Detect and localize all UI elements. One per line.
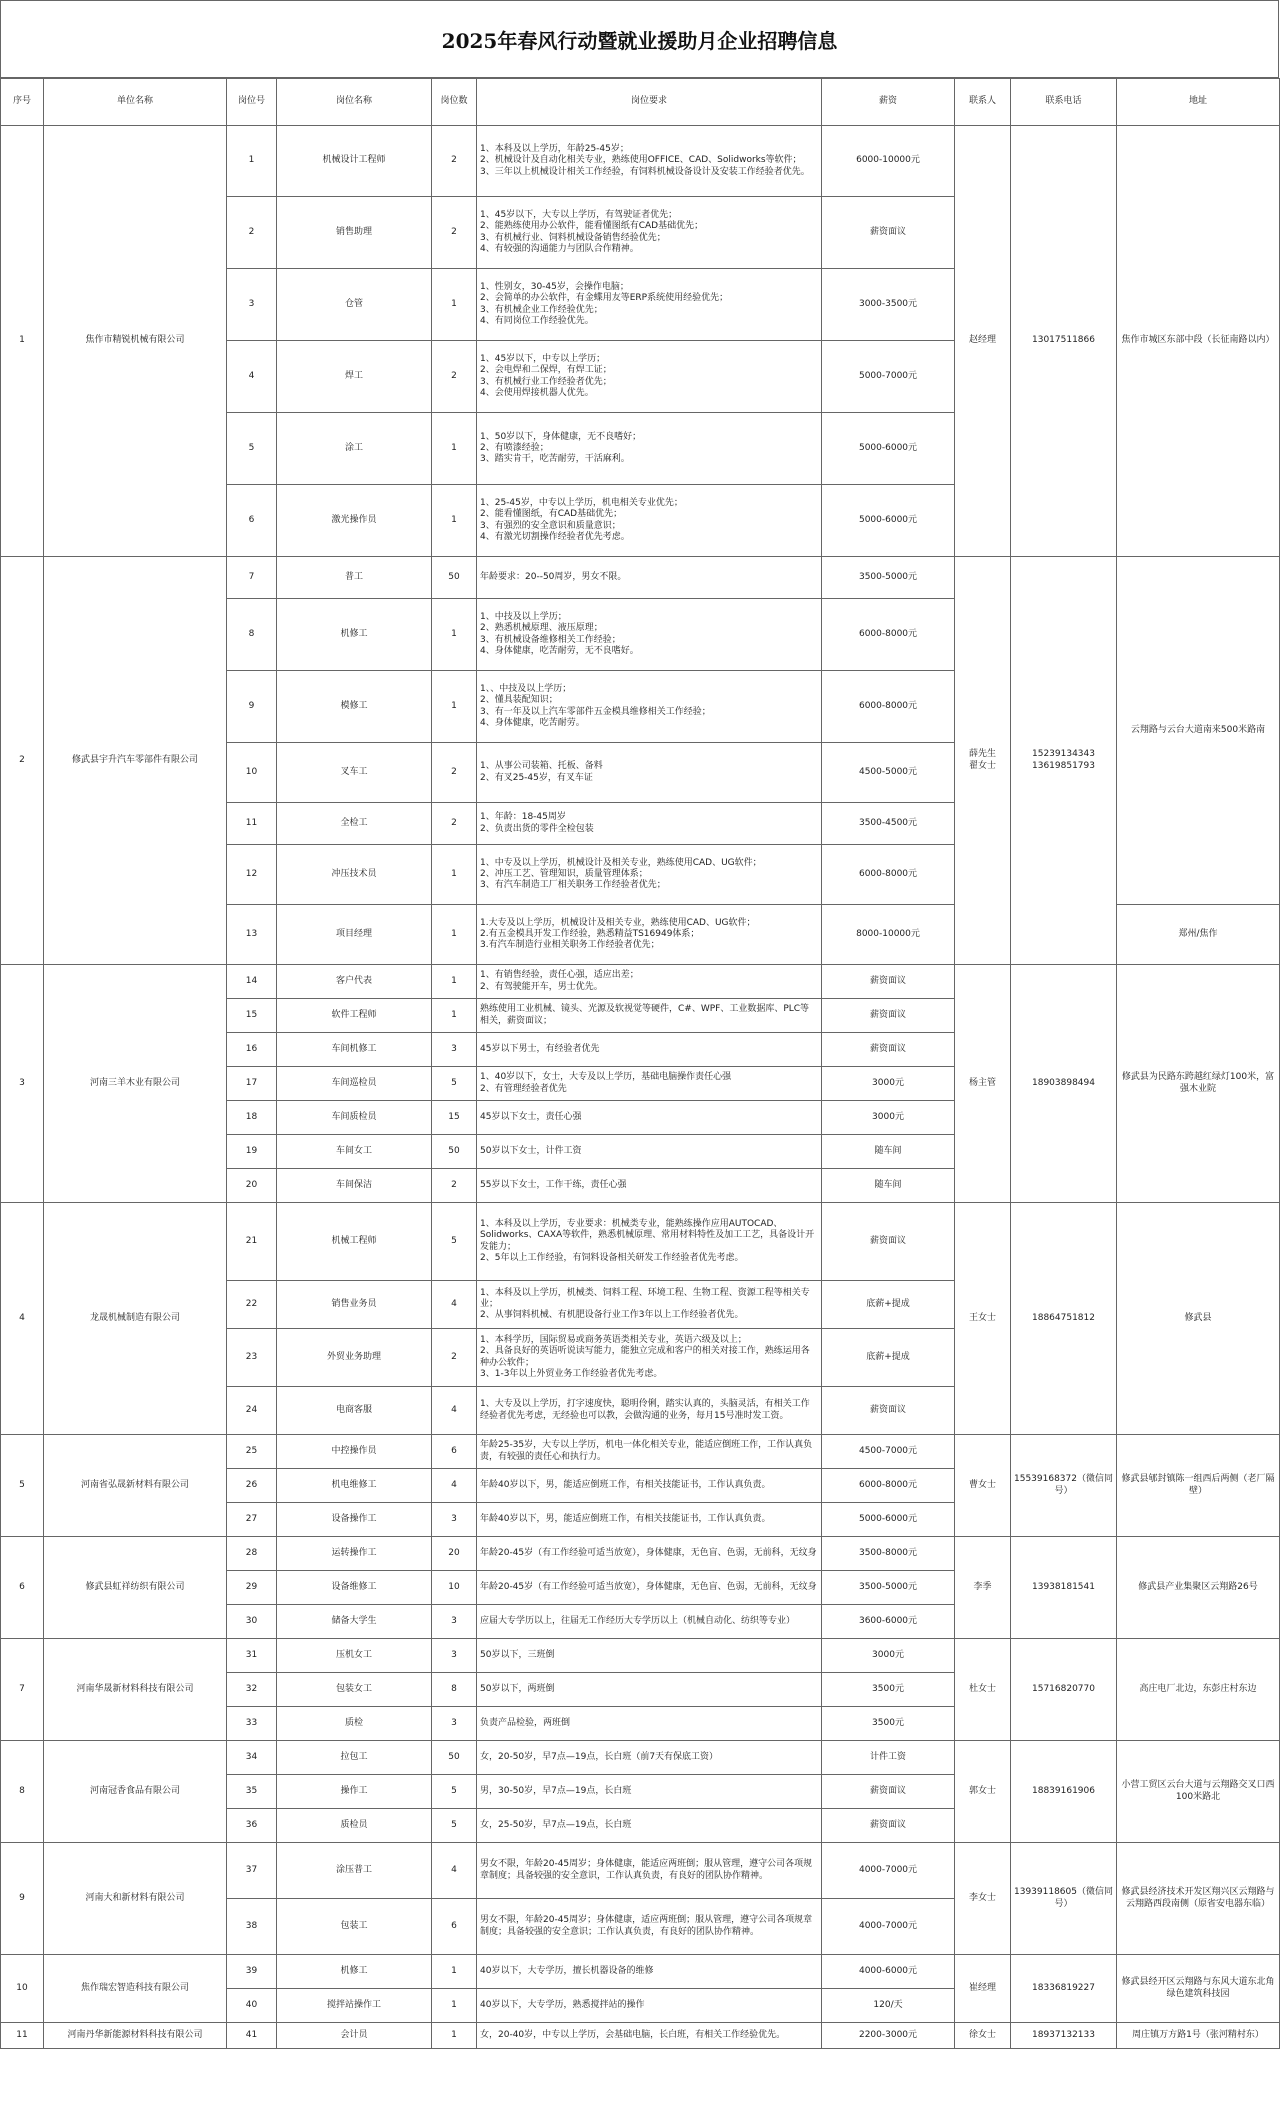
- job-title: 电商客服: [277, 1387, 432, 1435]
- job-title: 销售助理: [277, 197, 432, 269]
- contact-phone: 13017511866: [1011, 126, 1117, 557]
- job-salary: 4000-6000元: [822, 1955, 955, 1989]
- job-id: 5: [227, 413, 277, 485]
- job-count: 1: [432, 965, 477, 999]
- job-id: 16: [227, 1033, 277, 1067]
- page-title: 2025年春风行动暨就业援助月企业招聘信息: [441, 28, 838, 53]
- company-name: 修武县宇升汽车零部件有限公司: [44, 557, 227, 965]
- job-title: 储备大学生: [277, 1605, 432, 1639]
- job-count: 5: [432, 1203, 477, 1281]
- job-requirements: 熟练使用工业机械、镜头、光源及软视觉等硬件，C#、WPF、工业数据库、PLC等相关，薪资面议；: [477, 999, 822, 1033]
- job-salary: 3600-6000元: [822, 1605, 955, 1639]
- job-id: 38: [227, 1899, 277, 1955]
- job-requirements: 40岁以下，大专学历，熟悉搅拌站的操作: [477, 1989, 822, 2023]
- job-title: 焊工: [277, 341, 432, 413]
- job-id: 30: [227, 1605, 277, 1639]
- contact-person: 赵经理: [955, 126, 1011, 557]
- table-row: [1, 965, 1280, 999]
- job-id: 14: [227, 965, 277, 999]
- table-row: [1, 126, 1280, 197]
- contact-person: 曹女士: [955, 1435, 1011, 1537]
- job-count: 20: [432, 1537, 477, 1571]
- company-address: 修武县经开区云翔路与东风大道东北角绿色建筑科技园: [1117, 1955, 1280, 2023]
- job-title: 机械设计工程师: [277, 126, 432, 197]
- job-id: 9: [227, 671, 277, 743]
- contact-person: 崔经理: [955, 1955, 1011, 2023]
- job-id: 27: [227, 1503, 277, 1537]
- job-count: 1: [432, 999, 477, 1033]
- job-title: 操作工: [277, 1775, 432, 1809]
- job-count: 2: [432, 126, 477, 197]
- job-count: 3: [432, 1033, 477, 1067]
- job-salary: 8000-10000元: [822, 905, 955, 965]
- job-count: 1: [432, 905, 477, 965]
- job-requirements: 年龄20-45岁（有工作经验可适当放宽），身体健康，无色盲、色弱，无前科，无纹身: [477, 1537, 822, 1571]
- recruitment-table: [0, 78, 1280, 2049]
- job-salary: 2200-3000元: [822, 2023, 955, 2049]
- job-title: 质检员: [277, 1809, 432, 1843]
- job-title: 机修工: [277, 1955, 432, 1989]
- job-requirements: 年龄40岁以下，男，能适应倒班工作，有相关技能证书，工作认真负责。: [477, 1503, 822, 1537]
- job-requirements: 1、、中技及以上学历； 2、懂具装配知识； 3、有一年及以上汽车零部件五金模具维修相关工作经验； 4、身体健康，吃苦耐劳。: [477, 671, 822, 743]
- job-title: 涂压普工: [277, 1843, 432, 1899]
- company-name: 河南丹华新能源材料科技有限公司: [44, 2023, 227, 2049]
- job-salary: 6000-8000元: [822, 599, 955, 671]
- job-count: 1: [432, 1989, 477, 2023]
- job-title: 外贸业务助理: [277, 1329, 432, 1387]
- company-address: 修武县为民路东跨越红绿灯100米，富强木业院: [1117, 965, 1280, 1203]
- company-address: 修武县经济技术开发区翔兴区云翔路与云翔路西段南侧（原省安电器东临）: [1117, 1843, 1280, 1955]
- contact-phone: 18864751812: [1011, 1203, 1117, 1435]
- job-salary: 4500-5000元: [822, 743, 955, 803]
- job-title: 车间巡检员: [277, 1067, 432, 1101]
- job-salary: 4500-7000元: [822, 1435, 955, 1469]
- table-row: [1, 1537, 1280, 1571]
- job-count: 4: [432, 1469, 477, 1503]
- company-address: 小营工贸区云台大道与云翔路交叉口西100米路北: [1117, 1741, 1280, 1843]
- company-address: 修武县: [1117, 1203, 1280, 1435]
- company-address: 修武县郇封镇陈一组西后两侧（老厂隔壁）: [1117, 1435, 1280, 1537]
- job-requirements: 负责产品检验，两班倒: [477, 1707, 822, 1741]
- job-requirements: 男，30-50岁，早7点—19点，长白班: [477, 1775, 822, 1809]
- job-requirements: 年龄要求：20--50周岁，男女不限。: [477, 557, 822, 599]
- job-count: 6: [432, 1899, 477, 1955]
- job-id: 28: [227, 1537, 277, 1571]
- company-name: 焦作瑞宏智造科技有限公司: [44, 1955, 227, 2023]
- job-requirements: 年龄25-35岁，大专以上学历，机电一体化相关专业，能适应倒班工作，工作认真负责，有较强的责任心和执行力。: [477, 1435, 822, 1469]
- job-requirements: 1、50岁以下，身体健康，无不良嗜好； 2、有喷漆经验； 3、踏实肯干，吃苦耐劳，干活麻利。: [477, 413, 822, 485]
- job-id: 3: [227, 269, 277, 341]
- job-title: 设备操作工: [277, 1503, 432, 1537]
- job-salary: 底薪+提成: [822, 1281, 955, 1329]
- company-number: 3: [1, 965, 44, 1203]
- job-salary: 6000-10000元: [822, 126, 955, 197]
- job-salary: 6000-8000元: [822, 1469, 955, 1503]
- company-name: 河南冠香食品有限公司: [44, 1741, 227, 1843]
- table-row: [1, 1435, 1280, 1469]
- job-requirements: 45岁以下男士，有经验者优先: [477, 1033, 822, 1067]
- job-salary: 底薪+提成: [822, 1329, 955, 1387]
- company-address: 高庄电厂北边，东彭庄村东边: [1117, 1639, 1280, 1741]
- job-salary: 4000-7000元: [822, 1899, 955, 1955]
- job-count: 15: [432, 1101, 477, 1135]
- job-count: 4: [432, 1843, 477, 1899]
- job-count: 3: [432, 1503, 477, 1537]
- job-count: 1: [432, 413, 477, 485]
- job-salary: 薪资面议: [822, 999, 955, 1033]
- job-requirements: 50岁以下，两班倒: [477, 1673, 822, 1707]
- job-count: 1: [432, 1955, 477, 1989]
- job-count: 1: [432, 2023, 477, 2049]
- job-salary: 薪资面议: [822, 965, 955, 999]
- contact-phone: 18937132133: [1011, 2023, 1117, 2049]
- company-number: 2: [1, 557, 44, 965]
- header-job-title: 岗位名称: [277, 79, 432, 126]
- job-salary: 3000-3500元: [822, 269, 955, 341]
- job-title: 客户代表: [277, 965, 432, 999]
- job-id: 11: [227, 803, 277, 845]
- header-phone: 联系电话: [1011, 79, 1117, 126]
- job-count: 2: [432, 341, 477, 413]
- job-requirements: 50岁以下，三班倒: [477, 1639, 822, 1673]
- job-requirements: 1、本科及以上学历，机械类、饲料工程、环境工程、生物工程、资源工程等相关专业； 2、从事饲料机械、有机肥设备行业工作3年以上工作经验者优先。: [477, 1281, 822, 1329]
- job-salary: 薪资面议: [822, 1775, 955, 1809]
- job-count: 2: [432, 743, 477, 803]
- contact-phone: 13938181541: [1011, 1537, 1117, 1639]
- job-requirements: 女，25-50岁，早7点—19点，长白班: [477, 1809, 822, 1843]
- job-salary: 薪资面议: [822, 1203, 955, 1281]
- job-count: 3: [432, 1605, 477, 1639]
- company-name: 焦作市精锐机械有限公司: [44, 126, 227, 557]
- contact-phone: 15716820770: [1011, 1639, 1117, 1741]
- job-id: 32: [227, 1673, 277, 1707]
- job-count: 50: [432, 1135, 477, 1169]
- job-id: 20: [227, 1169, 277, 1203]
- job-requirements: 年龄20-45岁（有工作经验可适当放宽），身体健康，无色盲、色弱，无前科，无纹身: [477, 1571, 822, 1605]
- job-requirements: 1、45岁以下，中专以上学历； 2、会电焊和二保焊，有焊工证； 3、有机械行业工作经验者优先； 4、会使用焊接机器人优先。: [477, 341, 822, 413]
- job-title: 冲压技术员: [277, 845, 432, 905]
- contact-phone: 18903898494: [1011, 965, 1117, 1203]
- job-id: 36: [227, 1809, 277, 1843]
- job-title: 涂工: [277, 413, 432, 485]
- job-salary: 6000-8000元: [822, 845, 955, 905]
- contact-phone: 13939118605（微信同号）: [1011, 1843, 1117, 1955]
- job-id: 26: [227, 1469, 277, 1503]
- table-body: [1, 126, 1280, 2049]
- job-count: 2: [432, 1329, 477, 1387]
- job-count: 5: [432, 1809, 477, 1843]
- job-requirements: 1、从事公司装箱、托板、备料 2、有叉25-45岁，有叉车证: [477, 743, 822, 803]
- header-address: 地址: [1117, 79, 1280, 126]
- job-title: 机修工: [277, 599, 432, 671]
- job-id: 15: [227, 999, 277, 1033]
- job-requirements: 50岁以下女士，计件工资: [477, 1135, 822, 1169]
- job-title: 机械工程师: [277, 1203, 432, 1281]
- job-requirements: 女，20-50岁，早7点—19点，长白班（前7天有保底工资）: [477, 1741, 822, 1775]
- job-salary: 3000元: [822, 1101, 955, 1135]
- job-salary: 3000元: [822, 1067, 955, 1101]
- company-number: 5: [1, 1435, 44, 1537]
- job-id: 1: [227, 126, 277, 197]
- job-title: 车间机修工: [277, 1033, 432, 1067]
- job-count: 1: [432, 599, 477, 671]
- job-requirements: 女，20-40岁，中专以上学历，会基础电脑，长白班，有相关工作经验优先。: [477, 2023, 822, 2049]
- company-address: 修武县产业集聚区云翔路26号: [1117, 1537, 1280, 1639]
- job-title: 车间质检员: [277, 1101, 432, 1135]
- job-count: 1: [432, 845, 477, 905]
- job-title: 仓管: [277, 269, 432, 341]
- company-name: 河南大和新材料有限公司: [44, 1843, 227, 1955]
- job-id: 6: [227, 485, 277, 557]
- job-id: 41: [227, 2023, 277, 2049]
- table-row: [1, 2023, 1280, 2049]
- company-number: 8: [1, 1741, 44, 1843]
- job-requirements: 1、大专及以上学历，打字速度快，聪明伶俐，踏实认真的，头脑灵活，有相关工作经验者优先考虑，无经验也可以教，会做沟通的业务，每月15号准时发工资。: [477, 1387, 822, 1435]
- job-requirements: 1、年龄：18-45周岁 2、负责出货的零件全检包装: [477, 803, 822, 845]
- job-title: 全检工: [277, 803, 432, 845]
- job-id: 29: [227, 1571, 277, 1605]
- contact-person: 郭女士: [955, 1741, 1011, 1843]
- job-title: 软件工程师: [277, 999, 432, 1033]
- job-title: 普工: [277, 557, 432, 599]
- job-id: 37: [227, 1843, 277, 1899]
- job-salary: 随车间: [822, 1135, 955, 1169]
- company-name: 河南三羊木业有限公司: [44, 965, 227, 1203]
- job-requirements: 年龄40岁以下，男，能适应倒班工作，有相关技能证书，工作认真负责。: [477, 1469, 822, 1503]
- job-count: 4: [432, 1387, 477, 1435]
- job-salary: 3000元: [822, 1639, 955, 1673]
- company-number: 4: [1, 1203, 44, 1435]
- job-requirements: 1、本科及以上学历，专业要求：机械类专业，能熟练操作应用AUTOCAD、Solidworks、CAXA等软件，熟悉机械原理、常用材料特性及加工工艺，具备设计开发能力； 2、5年以上工作经验，有饲料设备相关研发工作经验者优先考虑。: [477, 1203, 822, 1281]
- job-count: 2: [432, 803, 477, 845]
- company-address: 云翔路与云台大道南来500米路南: [1117, 557, 1280, 905]
- job-salary: 5000-6000元: [822, 413, 955, 485]
- company-name: 龙晟机械制造有限公司: [44, 1203, 227, 1435]
- job-id: 25: [227, 1435, 277, 1469]
- company-number: 6: [1, 1537, 44, 1639]
- job-title: 会计员: [277, 2023, 432, 2049]
- company-number: 9: [1, 1843, 44, 1955]
- company-address: 焦作市城区东部中段（长征南路以内）: [1117, 126, 1280, 557]
- job-requirements: 1、性别女，30-45岁，会操作电脑； 2、会简单的办公软件，有金蝶用友等ERP系统使用经验优先； 3、有机械企业工作经验优先； 4、有同岗位工作经验优先。: [477, 269, 822, 341]
- job-salary: 随车间: [822, 1169, 955, 1203]
- job-count: 1: [432, 485, 477, 557]
- job-salary: 3500元: [822, 1673, 955, 1707]
- job-count: 3: [432, 1639, 477, 1673]
- contact-phone: 15539168372（微信同号）: [1011, 1435, 1117, 1537]
- job-id: 18: [227, 1101, 277, 1135]
- job-id: 22: [227, 1281, 277, 1329]
- job-title: 包装工: [277, 1899, 432, 1955]
- job-salary: 3500-5000元: [822, 1571, 955, 1605]
- job-requirements: 1、中技及以上学历； 2、熟悉机械原理、液压原理； 3、有机械设备维修相关工作经验； 4、身体健康，吃苦耐劳，无不良嗜好。: [477, 599, 822, 671]
- job-id: 23: [227, 1329, 277, 1387]
- job-title: 质检: [277, 1707, 432, 1741]
- job-count: 8: [432, 1673, 477, 1707]
- table-row: [1, 1955, 1280, 1989]
- job-id: 34: [227, 1741, 277, 1775]
- job-title: 包装女工: [277, 1673, 432, 1707]
- job-id: 13: [227, 905, 277, 965]
- header-salary: 薪资: [822, 79, 955, 126]
- header-job-id: 岗位号: [227, 79, 277, 126]
- job-salary: 5000-7000元: [822, 341, 955, 413]
- job-salary: 6000-8000元: [822, 671, 955, 743]
- job-salary: 3500-4500元: [822, 803, 955, 845]
- job-count: 5: [432, 1067, 477, 1101]
- job-title: 激光操作员: [277, 485, 432, 557]
- company-number: 10: [1, 1955, 44, 2023]
- table-row: [1, 557, 1280, 599]
- job-id: 7: [227, 557, 277, 599]
- job-id: 24: [227, 1387, 277, 1435]
- company-number: 11: [1, 2023, 44, 2049]
- job-requirements: 55岁以下女士，工作干练，责任心强: [477, 1169, 822, 1203]
- contact-phone: 15239134343 13619851793: [1011, 557, 1117, 965]
- job-count: 1: [432, 269, 477, 341]
- table-header-row: [1, 79, 1280, 126]
- header-contact: 联系人: [955, 79, 1011, 126]
- company-address-secondary: 郑州/焦作: [1117, 905, 1280, 965]
- job-requirements: 1、中专及以上学历，机械设计及相关专业，熟练使用CAD、UG软件； 2、冲压工艺、管理知识，质量管理体系； 3、有汽车制造工厂相关职务工作经验者优先；: [477, 845, 822, 905]
- job-id: 10: [227, 743, 277, 803]
- job-id: 33: [227, 1707, 277, 1741]
- job-title: 拉包工: [277, 1741, 432, 1775]
- job-title: 叉车工: [277, 743, 432, 803]
- company-name: 修武县虹祥纺织有限公司: [44, 1537, 227, 1639]
- header-requirements: 岗位要求: [477, 79, 822, 126]
- job-salary: 薪资面议: [822, 1387, 955, 1435]
- company-name: 河南省弘晟新材料有限公司: [44, 1435, 227, 1537]
- job-requirements: 1、本科学历，国际贸易或商务英语类相关专业，英语六级及以上； 2、具备良好的英语听说读写能力，能独立完成和客户的相关对接工作，熟练运用各种办公软件； 3、1-3年以上外贸业务工作经验者优先考虑。: [477, 1329, 822, 1387]
- job-salary: 5000-6000元: [822, 485, 955, 557]
- job-requirements: 1、本科及以上学历，年龄25-45岁； 2、机械设计及自动化相关专业，熟练使用OFFICE、CAD、Solidworks等软件； 3、三年以上机械设计相关工作经验，有饲料机械设备设计及安装工作经验者优先。: [477, 126, 822, 197]
- job-requirements: 男女不限，年龄20-45周岁；身体健康，适应两班倒；服从管理，遵守公司各项规章制度；具备较强的安全意识；工作认真负责，有良好的团队协作精神。: [477, 1899, 822, 1955]
- job-count: 2: [432, 197, 477, 269]
- job-salary: 3500元: [822, 1707, 955, 1741]
- job-title: 设备维修工: [277, 1571, 432, 1605]
- job-count: 4: [432, 1281, 477, 1329]
- table-row: [1, 1843, 1280, 1899]
- job-id: 12: [227, 845, 277, 905]
- job-id: 19: [227, 1135, 277, 1169]
- job-title: 搅拌站操作工: [277, 1989, 432, 2023]
- job-salary: 计件工资: [822, 1741, 955, 1775]
- company-address: 周庄镇万方路1号（张河精村东）: [1117, 2023, 1280, 2049]
- job-count: 6: [432, 1435, 477, 1469]
- job-salary: 薪资面议: [822, 197, 955, 269]
- contact-phone: 18839161906: [1011, 1741, 1117, 1843]
- job-title: 压机女工: [277, 1639, 432, 1673]
- contact-person: 李季: [955, 1537, 1011, 1639]
- job-id: 40: [227, 1989, 277, 2023]
- job-salary: 3500-8000元: [822, 1537, 955, 1571]
- contact-person: 王女士: [955, 1203, 1011, 1435]
- job-salary: 4000-7000元: [822, 1843, 955, 1899]
- job-salary: 薪资面议: [822, 1809, 955, 1843]
- job-title: 车间保洁: [277, 1169, 432, 1203]
- company-number: 1: [1, 126, 44, 557]
- table-row: [1, 1639, 1280, 1673]
- job-requirements: 1.大专及以上学历，机械设计及相关专业，熟练使用CAD、UG软件； 2.有五金模具开发工作经验，熟悉精益TS16949体系； 3.有汽车制造行业相关职务工作经验者优先；: [477, 905, 822, 965]
- job-id: 17: [227, 1067, 277, 1101]
- job-id: 39: [227, 1955, 277, 1989]
- table-row: [1, 1203, 1280, 1281]
- job-salary: 5000-6000元: [822, 1503, 955, 1537]
- contact-person: 李女士: [955, 1843, 1011, 1955]
- header-no: 序号: [1, 79, 44, 126]
- job-title: 运转操作工: [277, 1537, 432, 1571]
- table-row: [1, 1741, 1280, 1775]
- job-count: 3: [432, 1707, 477, 1741]
- job-count: 10: [432, 1571, 477, 1605]
- job-count: 1: [432, 671, 477, 743]
- job-id: 8: [227, 599, 277, 671]
- job-count: 50: [432, 1741, 477, 1775]
- job-id: 21: [227, 1203, 277, 1281]
- job-id: 4: [227, 341, 277, 413]
- job-requirements: 男女不限，年龄20-45周岁；身体健康，能适应两班倒；服从管理，遵守公司各项规章制度；具备较强的安全意识，工作认真负责，有良好的团队协作精神。: [477, 1843, 822, 1899]
- contact-person: 徐女士: [955, 2023, 1011, 2049]
- job-title: 中控操作员: [277, 1435, 432, 1469]
- contact-phone: 18336819227: [1011, 1955, 1117, 2023]
- job-requirements: 40岁以下，大专学历，擅长机器设备的维修: [477, 1955, 822, 1989]
- contact-person: 杨主管: [955, 965, 1011, 1203]
- job-id: 2: [227, 197, 277, 269]
- job-requirements: 1、40岁以下，女士，大专及以上学历，基础电脑操作责任心强 2、有管理经验者优先: [477, 1067, 822, 1101]
- job-title: 模修工: [277, 671, 432, 743]
- job-requirements: 1、有销售经验，责任心强，适应出差； 2、有驾驶能开车，男士优先。: [477, 965, 822, 999]
- company-name: 河南华晟新材料科技有限公司: [44, 1639, 227, 1741]
- header-job-count: 岗位数: [432, 79, 477, 126]
- job-id: 35: [227, 1775, 277, 1809]
- job-salary: 3500-5000元: [822, 557, 955, 599]
- job-requirements: 1、45岁以下，大专以上学历，有驾驶证者优先； 2、能熟练使用办公软件，能看懂图纸有CAD基础优先； 3、有机械行业、饲料机械设备销售经验优先； 4、有较强的沟通能力与团队合作精神。: [477, 197, 822, 269]
- job-requirements: 1、25-45岁，中专以上学历，机电相关专业优先； 2、能看懂图纸，有CAD基础优先； 3、有强烈的安全意识和质量意识； 4、有激光切割操作经验者优先考虑。: [477, 485, 822, 557]
- header-company: 单位名称: [44, 79, 227, 126]
- job-requirements: 45岁以下女士，责任心强: [477, 1101, 822, 1135]
- job-title: 机电维修工: [277, 1469, 432, 1503]
- contact-person: 薛先生 翟女士: [955, 557, 1011, 965]
- job-salary: 薪资面议: [822, 1033, 955, 1067]
- job-requirements: 应届大专学历以上，往届无工作经历大专学历以上（机械自动化、纺织等专业）: [477, 1605, 822, 1639]
- job-title: 车间女工: [277, 1135, 432, 1169]
- job-count: 2: [432, 1169, 477, 1203]
- job-count: 5: [432, 1775, 477, 1809]
- job-salary: 120/天: [822, 1989, 955, 2023]
- job-title: 项目经理: [277, 905, 432, 965]
- title-bar: [0, 0, 1279, 78]
- contact-person: 杜女士: [955, 1639, 1011, 1741]
- job-title: 销售业务员: [277, 1281, 432, 1329]
- job-count: 50: [432, 557, 477, 599]
- company-number: 7: [1, 1639, 44, 1741]
- job-id: 31: [227, 1639, 277, 1673]
